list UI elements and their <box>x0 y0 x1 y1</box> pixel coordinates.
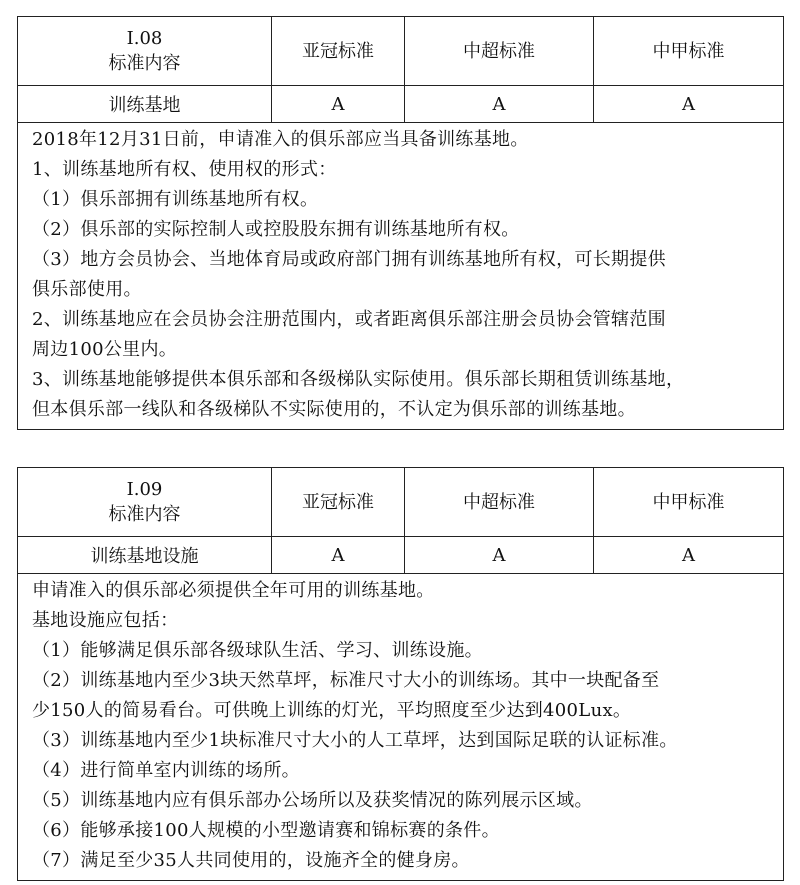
description-line: （3）训练基地内至少1块标准尺寸大小的人工草坪，达到国际足联的认证标准。 <box>32 730 678 751</box>
row-label: 训练基地设施 <box>18 537 272 574</box>
description-line: 1、训练基地所有权、使用权的形式： <box>32 159 337 180</box>
grade-row <box>18 86 784 123</box>
standard-content-label: 标准内容 <box>108 504 181 525</box>
description-row <box>18 123 784 430</box>
description-line: （2）俱乐部的实际控制人或控股股东拥有训练基地所有权。 <box>32 219 520 240</box>
column-header-china-league-one: 中甲标准 <box>594 468 784 537</box>
description-line: （6）能够承接100人规模的小型邀请赛和锦标赛的条件。 <box>32 820 500 841</box>
column-header-csl: 中超标准 <box>405 468 594 537</box>
description-line: （3）地方会员协会、当地体育局或政府部门拥有训练基地所有权，可长期提供 <box>32 249 666 270</box>
standard-code: I.08 <box>126 28 163 49</box>
grade-csl: A <box>405 86 594 123</box>
description-line: （5）训练基地内应有俱乐部办公场所以及获奖情况的陈列展示区域。 <box>32 790 593 811</box>
column-header-csl: 中超标准 <box>405 17 594 86</box>
description-line: 申请准入的俱乐部必须提供全年可用的训练基地。 <box>32 580 435 601</box>
grade-afc: A <box>272 537 405 574</box>
header-row <box>18 468 784 537</box>
standard-code-cell <box>18 17 272 86</box>
standard-content-label: 标准内容 <box>108 53 181 74</box>
description-cell <box>18 574 784 881</box>
column-header-afc: 亚冠标准 <box>272 17 405 86</box>
standard-table-I08 <box>17 16 784 430</box>
column-header-afc: 亚冠标准 <box>272 468 405 537</box>
description-line: （4）进行简单室内训练的场所。 <box>32 760 300 781</box>
description-line: 俱乐部使用。 <box>32 279 142 300</box>
description-line: （2）训练基地内至少3块天然草坪，标准尺寸大小的训练场。其中一块配备至 <box>32 670 660 691</box>
row-label: 训练基地 <box>18 86 272 123</box>
description-line: 2018年12月31日前，申请准入的俱乐部应当具备训练基地。 <box>32 129 529 150</box>
description-line: （7）满足至少35人共同使用的，设施齐全的健身房。 <box>32 850 470 871</box>
grade-csl: A <box>405 537 594 574</box>
description-line: 2、训练基地应在会员协会注册范围内，或者距离俱乐部注册会员协会管辖范围 <box>32 309 666 330</box>
description-line: 基地设施应包括： <box>32 610 179 631</box>
grade-afc: A <box>272 86 405 123</box>
description-line: （1）能够满足俱乐部各级球队生活、学习、训练设施。 <box>32 640 483 661</box>
standard-code-cell <box>18 468 272 537</box>
description-cell <box>18 123 784 430</box>
description-line: 但本俱乐部一线队和各级梯队不实际使用的，不认定为俱乐部的训练基地。 <box>32 399 636 420</box>
description-line: 周边100公里内。 <box>32 339 178 360</box>
standard-code: I.09 <box>126 479 163 500</box>
standard-table-I09 <box>17 467 784 881</box>
column-header-china-league-one: 中甲标准 <box>594 17 784 86</box>
description-line: 3、训练基地能够提供本俱乐部和各级梯队实际使用。俱乐部长期租赁训练基地， <box>32 369 685 390</box>
grade-china-league-one: A <box>594 86 784 123</box>
grade-row <box>18 537 784 574</box>
grade-china-league-one: A <box>594 537 784 574</box>
header-row <box>18 17 784 86</box>
description-row <box>18 574 784 881</box>
description-line: 少150人的简易看台。可供晚上训练的灯光，平均照度至少达到400Lux。 <box>32 700 632 721</box>
description-line: （1）俱乐部拥有训练基地所有权。 <box>32 189 319 210</box>
